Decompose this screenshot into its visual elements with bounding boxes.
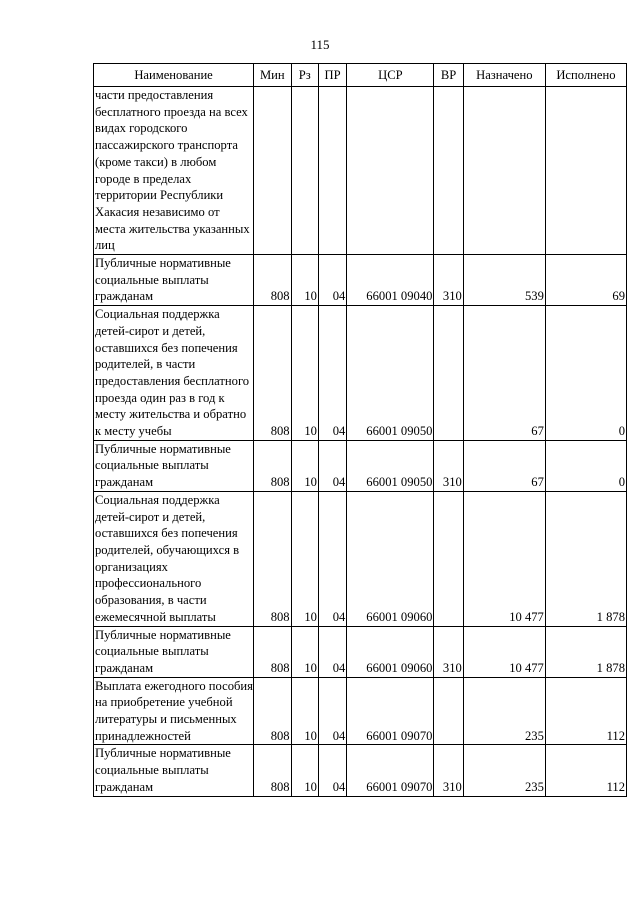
row-csr: 66001 09070 (347, 677, 434, 745)
header-csr: ЦСР (347, 64, 434, 87)
row-assigned (463, 87, 545, 255)
row-min: 808 (254, 440, 291, 491)
budget-table (93, 63, 627, 797)
row-vr (434, 677, 463, 745)
row-executed: 112 (545, 677, 626, 745)
row-min: 808 (254, 745, 291, 796)
table-row (94, 745, 627, 796)
row-assigned: 235 (463, 745, 545, 796)
header-vr: ВР (434, 64, 463, 87)
row-executed (545, 87, 626, 255)
row-min: 808 (254, 255, 291, 306)
row-pr: 04 (318, 491, 346, 626)
row-assigned: 539 (463, 255, 545, 306)
row-assigned: 67 (463, 306, 545, 441)
row-min: 808 (254, 677, 291, 745)
row-rz: 10 (291, 626, 318, 677)
table-row (94, 440, 627, 491)
row-name: Публичные нормативные социальные выплаты гражданам (94, 440, 254, 491)
page-number: 115 (310, 37, 330, 52)
row-executed: 69 (545, 255, 626, 306)
row-rz: 10 (291, 255, 318, 306)
row-executed: 0 (545, 440, 626, 491)
row-assigned: 10 477 (463, 626, 545, 677)
row-csr: 66001 09040 (347, 255, 434, 306)
row-executed: 1 878 (545, 491, 626, 626)
row-vr (434, 87, 463, 255)
header-pr: ПР (318, 64, 346, 87)
row-pr: 04 (318, 745, 346, 796)
header-executed: Исполнено (545, 64, 626, 87)
row-pr: 04 (318, 255, 346, 306)
table-row (94, 491, 627, 626)
table-header-row (94, 64, 627, 87)
row-pr: 04 (318, 440, 346, 491)
header-name: Наименование (94, 64, 254, 87)
row-name: части предоставления бесплатного проезда на всех видах городского пассажирского транспорта (кроме такси) в любом городе в пределах территории Республики Хакасия независимо от места жительства указанных лиц (94, 87, 254, 255)
row-vr: 310 (434, 255, 463, 306)
row-rz: 10 (291, 440, 318, 491)
table-row (94, 87, 627, 255)
row-rz: 10 (291, 677, 318, 745)
row-vr (434, 491, 463, 626)
row-min (254, 87, 291, 255)
row-vr (434, 306, 463, 441)
header-min: Мин (254, 64, 291, 87)
row-csr: 66001 09050 (347, 306, 434, 441)
row-csr: 66001 09050 (347, 440, 434, 491)
row-rz (291, 87, 318, 255)
row-pr: 04 (318, 626, 346, 677)
row-rz: 10 (291, 306, 318, 441)
row-assigned: 67 (463, 440, 545, 491)
row-vr: 310 (434, 626, 463, 677)
table-row (94, 677, 627, 745)
row-name: Публичные нормативные социальные выплаты гражданам (94, 745, 254, 796)
row-csr: 66001 09060 (347, 626, 434, 677)
row-min: 808 (254, 491, 291, 626)
row-vr: 310 (434, 745, 463, 796)
row-assigned: 235 (463, 677, 545, 745)
row-executed: 0 (545, 306, 626, 441)
row-name: Социальная поддержка детей-сирот и детей, оставшихся без попечения родителей, в части предоставления бесплатного проезда один раз в год к месту жительства и обратно к месту учебы (94, 306, 254, 441)
row-assigned: 10 477 (463, 491, 545, 626)
row-csr: 66001 09060 (347, 491, 434, 626)
row-min: 808 (254, 306, 291, 441)
row-name: Публичные нормативные социальные выплаты гражданам (94, 255, 254, 306)
row-executed: 1 878 (545, 626, 626, 677)
table-row (94, 306, 627, 441)
row-pr: 04 (318, 677, 346, 745)
row-name: Социальная поддержка детей-сирот и детей, оставшихся без попечения родителей, обучающихся в организациях профессионального образования, в части ежемесячной выплаты (94, 491, 254, 626)
table-row (94, 255, 627, 306)
row-rz: 10 (291, 491, 318, 626)
row-rz: 10 (291, 745, 318, 796)
row-csr: 66001 09070 (347, 745, 434, 796)
row-pr: 04 (318, 306, 346, 441)
row-pr (318, 87, 346, 255)
row-vr: 310 (434, 440, 463, 491)
row-name: Выплата ежегодного пособия на приобретение учебной литературы и письменных принадлежностей (94, 677, 254, 745)
row-min: 808 (254, 626, 291, 677)
row-name: Публичные нормативные социальные выплаты гражданам (94, 626, 254, 677)
header-rz: Рз (291, 64, 318, 87)
row-csr (347, 87, 434, 255)
table-row (94, 626, 627, 677)
row-executed: 112 (545, 745, 626, 796)
header-assigned: Назначено (463, 64, 545, 87)
